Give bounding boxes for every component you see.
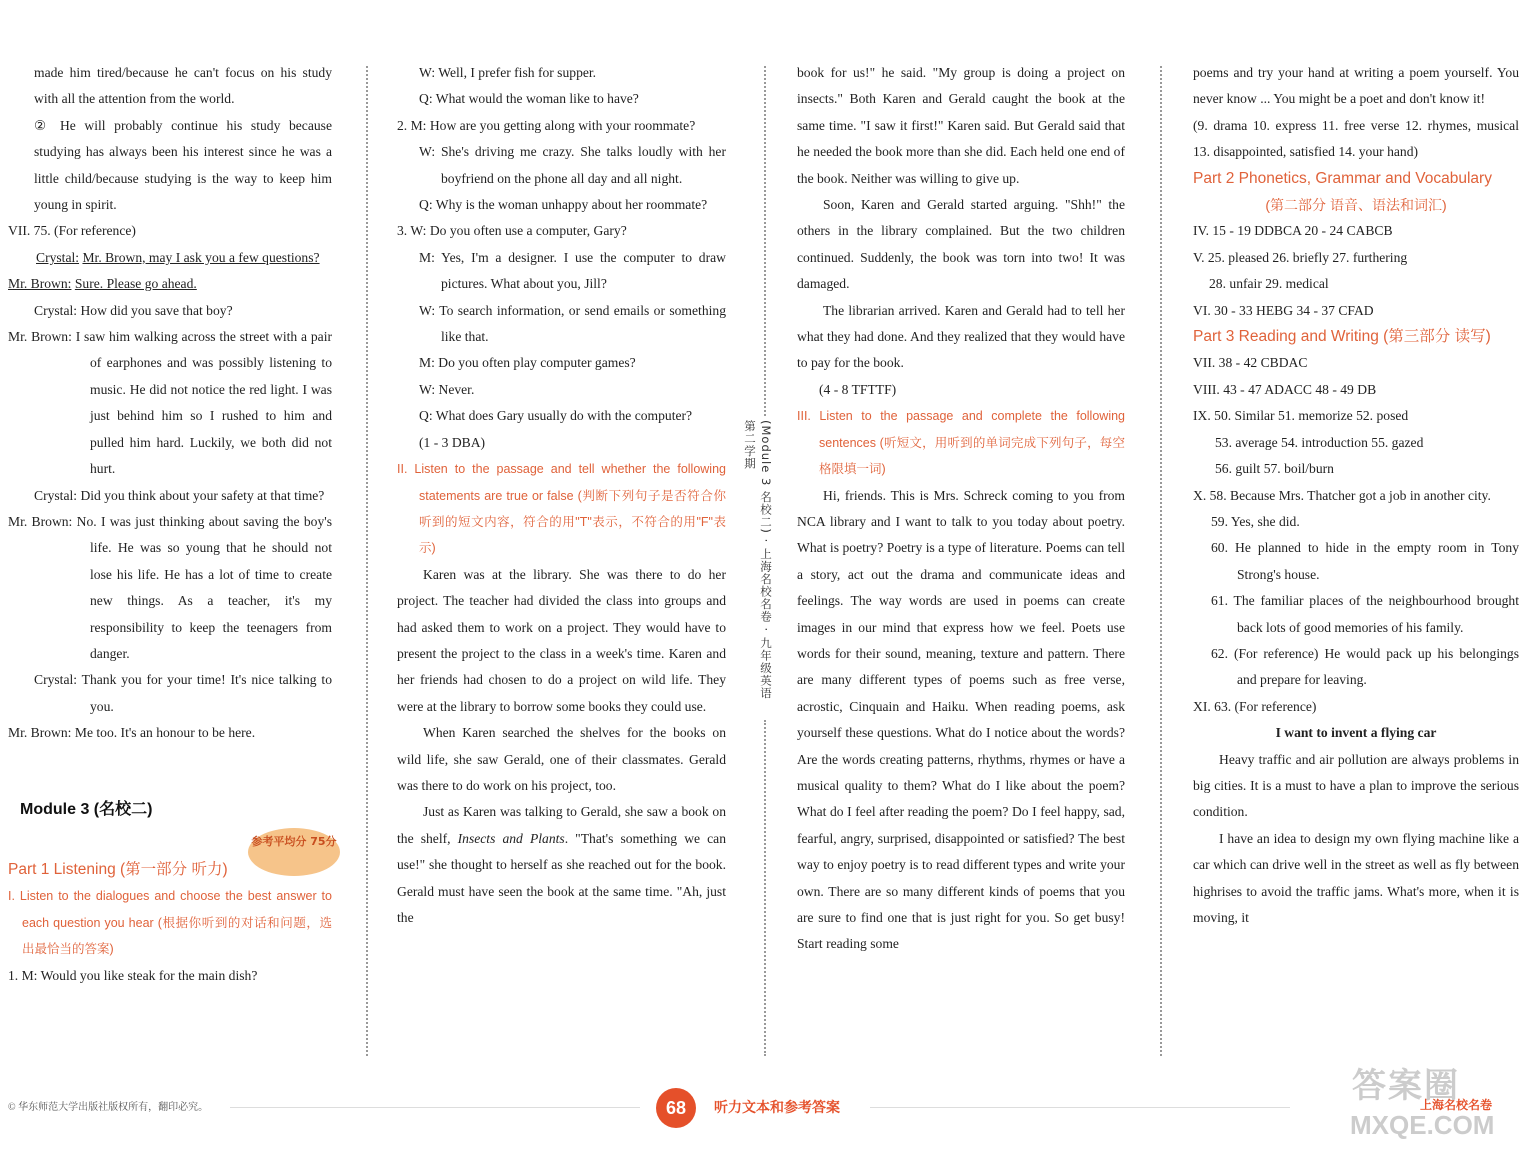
question: 1. M: Would you like steak for the main dish? <box>8 967 258 983</box>
footer-rule <box>870 1107 1290 1108</box>
page-number: 68 <box>656 1088 696 1128</box>
text: . "That's something we can use!" she thought to herself as she reached out for the book. Gerald must have seen the book at the same time. "Ah, just the <box>397 830 726 925</box>
paragraph: Soon, Karen and Gerald started arguing. "Shh!" the others in the library complained. But the two children continued. Suddenly, the book was torn into two! It was damaged. <box>797 197 1125 292</box>
dialogue-text: Sure. Please go ahead. <box>74 276 197 292</box>
answer-key: 62. (For reference) He would pack up his belongings and prepare for leaving. <box>1211 645 1519 688</box>
paragraph: book for us!" he said. "My group is doing a project on insects." Both Karen and Gerald caught the book at the same time. "I saw it first!" Karen said. But Gerald said that he needed the book more than she did. Each held one end of the book. Neither was willing to give up. <box>797 65 1125 186</box>
paragraph: Hi, friends. This is Mrs. Schreck coming to you from NCA library and I want to talk to you today about poetry. What is poetry? Poetry is a type of literature. Poems can tell a story, act out the drama and communicate ideas and feelings. The way words are used in poems can create images in our mind that express how we feel. Poets use words for their sound, meaning, texture and pattern. There are many different types of poems such as free verse, acrostic, Cinquain and Haiku. When reading poems, ask yourself these questions. What do I notice about the words? Are the words creating patterns, rhythms, rhymes or have a musical quality to them? What do I like about the poem? What do I feel after reading the poem? Do I feel happy, sad, fearful, angry, surprised, disappointed or satisfied? The best way to enjoy poetry is to read different types and write your own. There are so many different kinds of poems that you are sure to find one that is just right for you. So get busy! Start reading some <box>797 487 1125 952</box>
answer-key: (9. drama 10. express 11. free verse 12. rhymes, musical 13. disappointed, satisfied 14. your hand) <box>1193 117 1519 160</box>
dialogue-line <box>8 298 332 324</box>
column-divider <box>764 66 766 416</box>
answer-key: X. 58. Because Mrs. Thatcher got a job in another city. <box>1193 487 1491 503</box>
speaker: Mr. Brown: <box>8 513 73 529</box>
copyright-notice: © 华东师范大学出版社版权所有，翻印必究。 <box>8 1102 209 1113</box>
series-name: 上海名校名卷 <box>1420 1098 1493 1112</box>
dialogue-line <box>8 245 332 271</box>
answer-key: 56. guilt 57. boil/burn <box>1215 461 1334 477</box>
part-heading-cn: (第二部分 语音、语法和词汇) <box>1265 197 1447 214</box>
dialogue-line: M: Do you often play computer games? <box>419 355 636 371</box>
dialogue-line: W: She's driving me crazy. She talks loudly with her boyfriend on the phone all day and all night. <box>419 144 726 186</box>
section-heading: VII. 75. (For reference) <box>8 223 136 239</box>
paragraph: ② He will probably continue his study because studying has always been his interest since he was a little child/because studying is the way to keep him young in spirit. <box>34 117 332 213</box>
part-heading: Part 2 Phonetics, Grammar and Vocabulary <box>1193 169 1492 187</box>
dialogue-line <box>8 509 332 667</box>
paragraph: poems and try your hand at writing a poem yourself. You never know ... You might be a poet and don't know it! <box>1193 65 1519 107</box>
column-divider <box>1160 66 1162 1056</box>
text: Just as Karen was talking to Gerald, she saw a book on the shelf, <box>397 804 726 846</box>
dialogue-text: Thank you for your time! It's nice talking to you. <box>81 672 332 714</box>
dialogue-line <box>8 667 332 720</box>
section-instructions: II. Listen to the passage and tell whether the following statements are true or false (判断下列句子是否符合你听到的短文内容，符合的用"T"表示，不符合的用"F"表示) <box>397 462 726 556</box>
dialogue-line <box>8 483 332 509</box>
dialogue-line: W: To search information, or send emails or something like that. <box>419 302 726 345</box>
dialogue-line: 3. W: Do you often use a computer, Gary? <box>397 223 627 239</box>
paragraph: When Karen searched the shelves for the books on wild life, she saw Gerald, one of their classmates. Gerald was there to do work on his project, too. <box>397 725 726 793</box>
spine-text: (Module 3 名校二) · 上海名校名卷 · 九年级英语 第二学期 <box>743 420 773 700</box>
watermark: 答案圈 <box>1352 1067 1460 1105</box>
answer-key: IV. 15 - 19 DDBCA 20 - 24 CABCB <box>1193 223 1393 239</box>
answer-key: VIII. 43 - 47 ADACC 48 - 49 DB <box>1193 381 1377 397</box>
dialogue-line: W: Never. <box>419 381 475 397</box>
answer-key: XI. 63. (For reference) <box>1193 698 1317 714</box>
answer-key: VI. 30 - 33 HEBG 34 - 37 CFAD <box>1193 302 1374 318</box>
dialogue-line: M: Yes, I'm a designer. I use the computer to draw pictures. What about you, Jill? <box>419 249 726 292</box>
answer-key: IX. 50. Similar 51. memorize 52. posed <box>1193 408 1409 424</box>
column-divider <box>764 720 766 1056</box>
answer-key: 61. The familiar places of the neighbourhood brought back lots of good memories of his family. <box>1211 593 1519 635</box>
dialogue-line <box>8 324 332 482</box>
dialogue-text: Me too. It's an honour to be here. <box>74 725 256 741</box>
paragraph: Karen was at the library. She was there to do her project. The teacher had divided the class into groups and had asked them to work on a project. They would have to present the project to the class in a week's time. Karen and her friends had chosen to do a project on wild life. They were at the library to borrow some books they could use. <box>397 566 726 714</box>
paragraph: The librarian arrived. Karen and Gerald had to tell her what they had done. And they realized that they would have to pay for the book. <box>797 302 1125 371</box>
answer-key: (1 - 3 DBA) <box>419 434 486 450</box>
speaker: Crystal: <box>34 672 78 688</box>
dialogue-text: How did you save that boy? <box>80 302 233 318</box>
column-3 <box>797 60 1125 958</box>
dialogue-line: Q: Why is the woman unhappy about her roommate? <box>419 197 708 213</box>
speaker: Crystal: <box>34 302 78 318</box>
part-heading: Part 1 Listening (第一部分 听力) <box>8 860 228 878</box>
dialogue-text: Mr. Brown, may I ask you a few questions? <box>82 249 320 265</box>
book-title: Insects and Plants <box>457 830 565 846</box>
paragraph: Heavy traffic and air pollution are always problems in big cities. It is a must to have a plan to improve the serious condition. <box>1193 751 1519 820</box>
part-heading: Part 3 Reading and Writing (第三部分 读写) <box>1193 328 1491 346</box>
section-instructions: III. Listen to the passage and complete the following sentences (听短文，用听到的单词完成下列句子，每空格限填一词) <box>797 409 1125 477</box>
speaker: Crystal: <box>36 249 80 265</box>
dialogue-line: W: Well, I prefer fish for supper. <box>419 65 597 80</box>
speaker: Crystal: <box>34 487 78 503</box>
answer-key: 60. He planned to hide in the empty room in Tony Strong's house. <box>1211 540 1519 582</box>
footer-rule <box>230 1107 640 1108</box>
answer-key: 59. Yes, she did. <box>1211 513 1300 529</box>
footer-title: 听力文本和参考答案 <box>714 1100 840 1116</box>
dialogue-line: Q: What does Gary usually do with the computer? <box>419 408 693 424</box>
paragraph: I have an idea to design my own flying machine like a car which can drive well in the street as well as fly between highrises to avoid the traffic jams. What's more, when it is moving, it <box>1193 830 1519 925</box>
dialogue-line: Q: What would the woman like to have? <box>419 91 639 107</box>
column-divider <box>366 66 368 1056</box>
answer-key: (4 - 8 TFTTF) <box>819 381 897 397</box>
paragraph: made him tired/because he can't focus on his study with all the attention from the world. <box>34 65 332 107</box>
average-score-badge: 参考平均分 75分 <box>248 828 340 876</box>
dialogue-text: No. I was just thinking about saving the boy's life. He was so young that he should not lose his life. He has a lot of time to create new things. As a teacher, it's my responsibility to keep the teenagers from danger. <box>76 513 332 661</box>
answer-key: 53. average 54. introduction 55. gazed <box>1215 434 1424 450</box>
answer-key: VII. 38 - 42 CBDAC <box>1193 355 1308 371</box>
speaker: Mr. Brown: <box>8 276 72 292</box>
speaker: Mr. Brown: <box>8 725 72 741</box>
answer-key: 28. unfair 29. medical <box>1209 276 1329 292</box>
essay-title: I want to invent a flying car <box>1275 725 1437 741</box>
paragraph <box>397 799 726 931</box>
dialogue-text: Did you think about your safety at that time? <box>80 487 325 503</box>
speaker: Mr. Brown: <box>8 329 72 345</box>
watermark-url: MXQE.COM <box>1350 1110 1495 1140</box>
column-2 <box>397 60 726 931</box>
dialogue-text: I saw him walking across the street with a pair of earphones and was possibly listening to music. He did not notice the red light. I was just behind him so I rushed to him and pulled him hard. Luckily, we both did not hurt. <box>75 329 332 477</box>
dialogue-line: 2. M: How are you getting along with your roommate? <box>397 117 696 133</box>
dialogue-line <box>8 271 332 297</box>
module-title: Module 3 (名校二) <box>20 800 153 818</box>
answer-key: V. 25. pleased 26. briefly 27. furthering <box>1193 249 1408 265</box>
section-instructions: I. Listen to the dialogues and choose the best answer to each question you hear (根据你听到的对话和问题，选出最恰当的答案) <box>8 889 332 957</box>
dialogue-line <box>8 720 332 746</box>
column-4 <box>1193 60 1519 931</box>
